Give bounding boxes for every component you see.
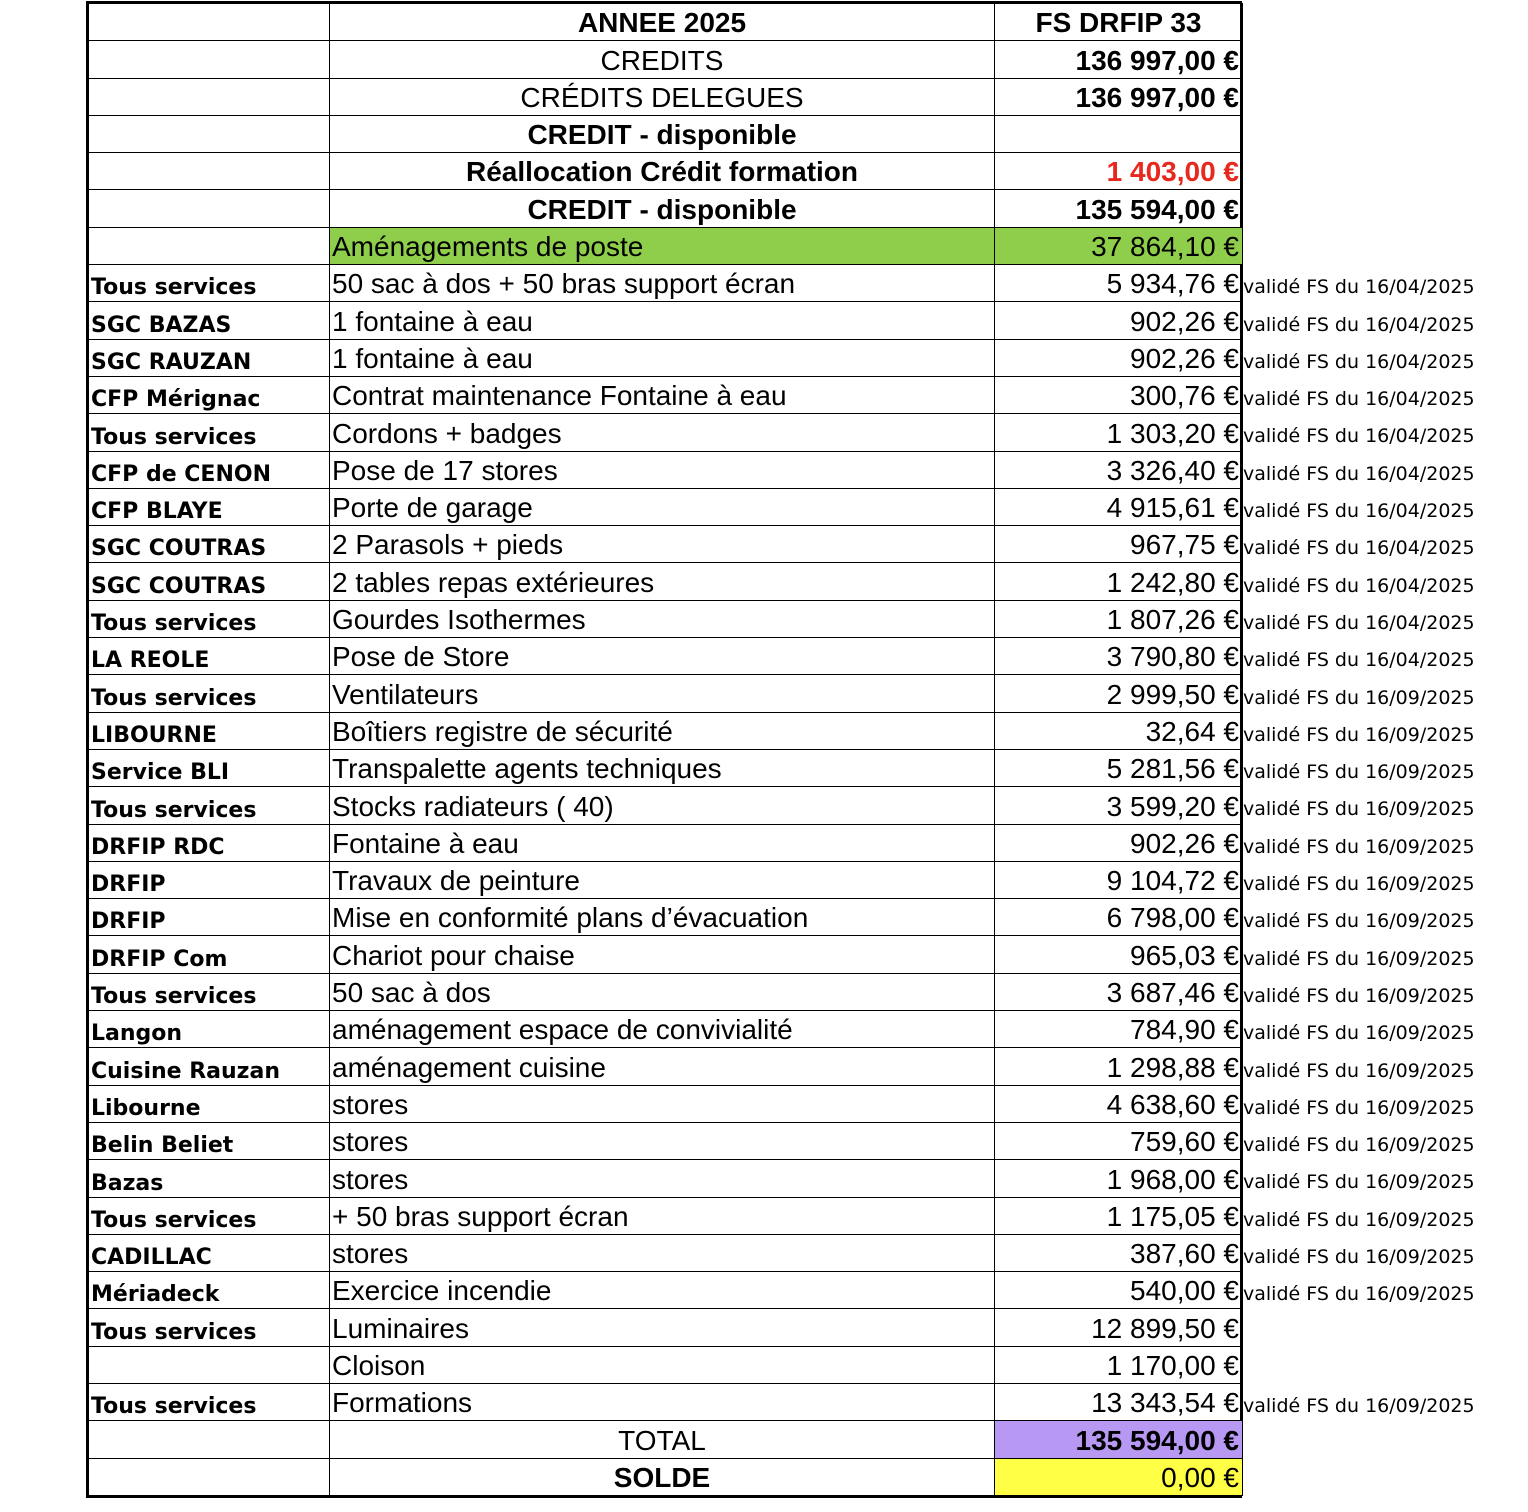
item-description: Contrat maintenance Fontaine à eau <box>330 376 995 413</box>
validation-note: validé FS du 16/09/2025 <box>1243 947 1475 970</box>
item-row <box>89 1122 1243 1159</box>
item-service: Tous services <box>89 973 330 1010</box>
item-description: Transpalette agents techniques <box>330 749 995 786</box>
validation-note: validé FS du 16/09/2025 <box>1243 1208 1475 1231</box>
total-empty-cell <box>89 1421 330 1458</box>
validation-note: validé FS du 16/09/2025 <box>1243 984 1475 1007</box>
item-description: Pose de 17 stores <box>330 451 995 488</box>
validation-note: validé FS du 16/04/2025 <box>1243 276 1475 299</box>
validation-note: validé FS du 16/04/2025 <box>1243 649 1475 672</box>
item-row <box>89 1383 1243 1420</box>
item-row <box>89 1234 1243 1271</box>
header-row <box>89 4 1243 41</box>
item-service: SGC RAUZAN <box>89 339 330 376</box>
item-amount: 3 790,80 € <box>995 638 1243 675</box>
item-row <box>89 1346 1243 1383</box>
solde-row <box>89 1458 1243 1495</box>
item-service: Tous services <box>89 1383 330 1420</box>
validation-note: validé FS du 16/09/2025 <box>1243 798 1475 821</box>
item-description: + 50 bras support écran <box>330 1197 995 1234</box>
item-service: Tous services <box>89 414 330 451</box>
summary-empty-cell <box>89 190 330 227</box>
item-amount: 759,60 € <box>995 1122 1243 1159</box>
item-description: Luminaires <box>330 1309 995 1346</box>
item-amount: 4 638,60 € <box>995 1085 1243 1122</box>
item-amount: 1 242,80 € <box>995 563 1243 600</box>
item-amount: 4 915,61 € <box>995 488 1243 525</box>
item-service: Tous services <box>89 1309 330 1346</box>
validation-note: validé FS du 16/09/2025 <box>1243 873 1475 896</box>
item-service: LA REOLE <box>89 638 330 675</box>
item-service: DRFIP Com <box>89 936 330 973</box>
item-description: stores <box>330 1234 995 1271</box>
validation-note: validé FS du 16/04/2025 <box>1243 574 1475 597</box>
item-amount: 5 281,56 € <box>995 749 1243 786</box>
section-amount: 37 864,10 € <box>995 227 1243 264</box>
item-amount: 3 687,46 € <box>995 973 1243 1010</box>
summary-label: CRÉDITS DELEGUES <box>330 78 995 115</box>
validation-note: validé FS du 16/09/2025 <box>1243 1395 1475 1418</box>
item-amount: 1 968,00 € <box>995 1160 1243 1197</box>
item-description: 1 fontaine à eau <box>330 302 995 339</box>
item-description: Exercice incendie <box>330 1272 995 1309</box>
item-description: Ventilateurs <box>330 675 995 712</box>
item-description: Pose de Store <box>330 638 995 675</box>
item-amount: 2 999,50 € <box>995 675 1243 712</box>
item-amount: 1 298,88 € <box>995 1048 1243 1085</box>
item-service: CFP BLAYE <box>89 488 330 525</box>
summary-row <box>89 115 1243 152</box>
summary-amount <box>995 115 1243 152</box>
validation-note: validé FS du 16/09/2025 <box>1243 1246 1475 1269</box>
item-amount: 965,03 € <box>995 936 1243 973</box>
item-row <box>89 1272 1243 1309</box>
item-description: aménagement cuisine <box>330 1048 995 1085</box>
item-amount: 1 175,05 € <box>995 1197 1243 1234</box>
item-amount: 902,26 € <box>995 302 1243 339</box>
item-row <box>89 936 1243 973</box>
item-service: Bazas <box>89 1160 330 1197</box>
item-description: 50 sac à dos <box>330 973 995 1010</box>
item-amount: 1 170,00 € <box>995 1346 1243 1383</box>
item-service: Tous services <box>89 1197 330 1234</box>
item-description: stores <box>330 1085 995 1122</box>
item-row <box>89 899 1243 936</box>
item-service: DRFIP RDC <box>89 824 330 861</box>
item-service: Tous services <box>89 787 330 824</box>
item-description: Stocks radiateurs ( 40) <box>330 787 995 824</box>
item-amount: 1 807,26 € <box>995 600 1243 637</box>
section-label: Aménagements de poste <box>330 227 995 264</box>
item-description: stores <box>330 1122 995 1159</box>
item-description: stores <box>330 1160 995 1197</box>
validation-note: validé FS du 16/09/2025 <box>1243 1134 1475 1157</box>
summary-label: CREDIT - disponible <box>330 115 995 152</box>
validation-note: validé FS du 16/04/2025 <box>1243 313 1475 336</box>
item-row <box>89 712 1243 749</box>
item-row <box>89 787 1243 824</box>
item-row <box>89 376 1243 413</box>
item-amount: 12 899,50 € <box>995 1309 1243 1346</box>
item-service <box>89 1346 330 1383</box>
summary-label: CREDIT - disponible <box>330 190 995 227</box>
summary-amount: 136 997,00 € <box>995 78 1243 115</box>
budget-sheet <box>86 1 1242 1498</box>
item-description: Porte de garage <box>330 488 995 525</box>
item-row <box>89 414 1243 451</box>
item-row <box>89 638 1243 675</box>
validation-note <box>1243 1308 1523 1345</box>
item-description: Fontaine à eau <box>330 824 995 861</box>
item-row <box>89 675 1243 712</box>
summary-empty-cell <box>89 78 330 115</box>
item-amount: 5 934,76 € <box>995 265 1243 302</box>
item-description: 1 fontaine à eau <box>330 339 995 376</box>
item-service: Service BLI <box>89 749 330 786</box>
item-service: Tous services <box>89 265 330 302</box>
validation-note: validé FS du 16/09/2025 <box>1243 1171 1475 1194</box>
item-amount: 3 599,20 € <box>995 787 1243 824</box>
item-description: Cloison <box>330 1346 995 1383</box>
section-row <box>89 227 1243 264</box>
item-service: SGC COUTRAS <box>89 526 330 563</box>
item-row <box>89 824 1243 861</box>
item-service: Libourne <box>89 1085 330 1122</box>
item-amount: 967,75 € <box>995 526 1243 563</box>
validation-note: validé FS du 16/09/2025 <box>1243 910 1475 933</box>
validation-note: validé FS du 16/09/2025 <box>1243 1283 1475 1306</box>
item-service: Belin Beliet <box>89 1122 330 1159</box>
validation-note: validé FS du 16/09/2025 <box>1243 1059 1475 1082</box>
item-row <box>89 600 1243 637</box>
item-description: 2 Parasols + pieds <box>330 526 995 563</box>
item-service: Mériadeck <box>89 1272 330 1309</box>
summary-row <box>89 78 1243 115</box>
validation-note: validé FS du 16/09/2025 <box>1243 723 1475 746</box>
validation-note: validé FS du 16/04/2025 <box>1243 500 1475 523</box>
item-amount: 3 326,40 € <box>995 451 1243 488</box>
item-row <box>89 1048 1243 1085</box>
validation-note: validé FS du 16/09/2025 <box>1243 835 1475 858</box>
item-amount: 902,26 € <box>995 824 1243 861</box>
summary-empty-cell <box>89 153 330 190</box>
item-description: Boîtiers registre de sécurité <box>330 712 995 749</box>
item-amount: 540,00 € <box>995 1272 1243 1309</box>
validation-note: validé FS du 16/04/2025 <box>1243 611 1475 634</box>
item-description: 2 tables repas extérieures <box>330 563 995 600</box>
validation-note: validé FS du 16/09/2025 <box>1243 1022 1475 1045</box>
solde-empty-cell <box>89 1458 330 1495</box>
header-empty-cell <box>89 4 330 41</box>
budget-table <box>88 3 1243 1496</box>
item-amount: 300,76 € <box>995 376 1243 413</box>
summary-row <box>89 153 1243 190</box>
item-description: Travaux de peinture <box>330 861 995 898</box>
summary-amount: 1 403,00 € <box>995 153 1243 190</box>
summary-label: Réallocation Crédit formation <box>330 153 995 190</box>
item-row <box>89 749 1243 786</box>
item-description: Formations <box>330 1383 995 1420</box>
summary-empty-cell <box>89 115 330 152</box>
total-row <box>89 1421 1243 1458</box>
item-service: SGC BAZAS <box>89 302 330 339</box>
item-service: SGC COUTRAS <box>89 563 330 600</box>
item-amount: 6 798,00 € <box>995 899 1243 936</box>
item-description: Mise en conformité plans d’évacuation <box>330 899 995 936</box>
item-amount: 32,64 € <box>995 712 1243 749</box>
item-row <box>89 973 1243 1010</box>
budget-table-body <box>89 4 1243 1496</box>
solde-amount: 0,00 € <box>995 1458 1243 1495</box>
item-service: LIBOURNE <box>89 712 330 749</box>
item-amount: 1 303,20 € <box>995 414 1243 451</box>
summary-amount: 135 594,00 € <box>995 190 1243 227</box>
summary-label: CREDITS <box>330 41 995 78</box>
item-service: DRFIP <box>89 861 330 898</box>
validation-note: validé FS du 16/09/2025 <box>1243 1096 1475 1119</box>
item-row <box>89 1160 1243 1197</box>
item-row <box>89 1309 1243 1346</box>
item-amount: 9 104,72 € <box>995 861 1243 898</box>
total-label: TOTAL <box>330 1421 995 1458</box>
item-service: DRFIP <box>89 899 330 936</box>
item-service: CADILLAC <box>89 1234 330 1271</box>
item-row <box>89 526 1243 563</box>
item-row <box>89 1085 1243 1122</box>
item-amount: 902,26 € <box>995 339 1243 376</box>
validation-note: validé FS du 16/09/2025 <box>1243 761 1475 784</box>
item-description: Chariot pour chaise <box>330 936 995 973</box>
item-service: Cuisine Rauzan <box>89 1048 330 1085</box>
item-row <box>89 451 1243 488</box>
item-row <box>89 302 1243 339</box>
item-description: Cordons + badges <box>330 414 995 451</box>
item-description: Gourdes Isothermes <box>330 600 995 637</box>
item-service: Langon <box>89 1011 330 1048</box>
item-row <box>89 563 1243 600</box>
item-description: 50 sac à dos + 50 bras support écran <box>330 265 995 302</box>
item-service: Tous services <box>89 600 330 637</box>
section-empty-cell <box>89 227 330 264</box>
org-header: FS DRFIP 33 <box>995 4 1243 41</box>
validation-note: validé FS du 16/04/2025 <box>1243 462 1475 485</box>
item-row <box>89 1011 1243 1048</box>
summary-amount: 136 997,00 € <box>995 41 1243 78</box>
item-row <box>89 339 1243 376</box>
year-header: ANNEE 2025 <box>330 4 995 41</box>
validation-note: validé FS du 16/04/2025 <box>1243 537 1475 560</box>
item-amount: 387,60 € <box>995 1234 1243 1271</box>
summary-row <box>89 41 1243 78</box>
item-service: CFP Mérignac <box>89 376 330 413</box>
item-row <box>89 1197 1243 1234</box>
total-amount: 135 594,00 € <box>995 1421 1243 1458</box>
item-service: CFP de CENON <box>89 451 330 488</box>
item-amount: 784,90 € <box>995 1011 1243 1048</box>
validation-notes <box>1243 264 1523 1420</box>
item-row <box>89 265 1243 302</box>
item-service: Tous services <box>89 675 330 712</box>
solde-label: SOLDE <box>330 1458 995 1495</box>
validation-note: validé FS du 16/04/2025 <box>1243 425 1475 448</box>
validation-note: validé FS du 16/04/2025 <box>1243 350 1475 373</box>
validation-note <box>1243 1346 1523 1383</box>
summary-row <box>89 190 1243 227</box>
item-amount: 13 343,54 € <box>995 1383 1243 1420</box>
item-row <box>89 488 1243 525</box>
summary-empty-cell <box>89 41 330 78</box>
validation-note: validé FS du 16/09/2025 <box>1243 686 1475 709</box>
validation-note: validé FS du 16/04/2025 <box>1243 388 1475 411</box>
item-description: aménagement espace de convivialité <box>330 1011 995 1048</box>
item-row <box>89 861 1243 898</box>
